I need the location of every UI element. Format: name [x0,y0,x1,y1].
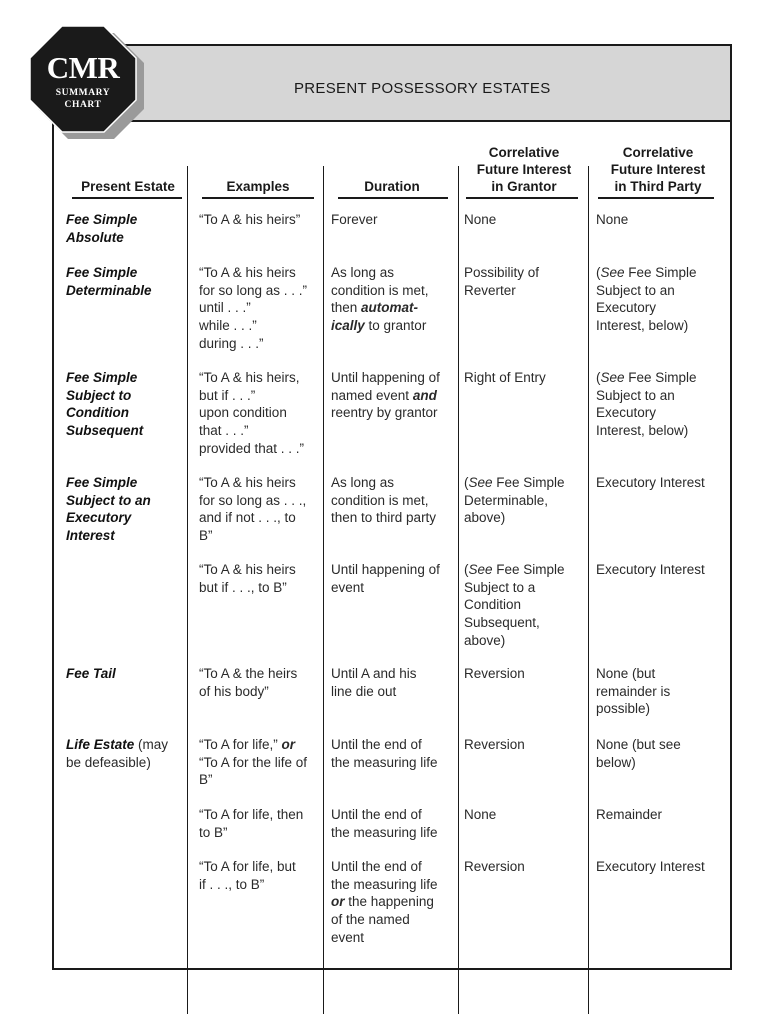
column-divider [588,166,589,1014]
header-underline [598,197,714,199]
grantor-interest-cell: Reversion [464,859,525,874]
third-party-interest-cell: None (but see below) [596,737,681,770]
examples-cell: “To A & his heirs but if . . ., to B” [199,562,296,595]
column-divider [458,166,459,1014]
duration-cell: Until happening of named event and reentry by grantor [331,370,440,421]
duration-cell: Until the end of the measuring life [331,737,438,770]
examples-cell: “To A for life,” or “To A for the life of B” [199,737,308,788]
header-label: Correlative Future Interest in Grantor [476,145,572,194]
octagon-badge-icon [30,26,152,148]
grantor-interest-cell: Possibility of Reverter [464,265,540,298]
estate-fee-simple-executory-interest: Fee Simple Subject to an Executory Interest [66,475,151,544]
third-party-interest-cell: Executory Interest [596,859,705,874]
badge-subtitle: SUMMARY [55,88,111,98]
grantor-interest-cell: Reversion [464,737,525,752]
third-party-interest-cell: Executory Interest [596,475,705,490]
examples-cell: “To A & his heirs for so long as . . .” until . . .” while . . .” during . . .” [199,265,308,351]
badge-subtitle: CHART [64,100,102,110]
duration-cell: Until the end of the measuring life [331,807,438,840]
grantor-interest-cell: None [464,212,497,227]
third-party-interest-cell: Executory Interest [596,562,705,577]
column-divider [323,166,324,1014]
duration-cell: As long as condition is met, then to third party [331,475,437,526]
badge-brand: CMR [46,50,120,85]
third-party-interest-cell: Remainder [596,807,663,822]
header-underline [466,197,578,199]
duration-cell: Until happening of event [331,562,440,595]
third-party-interest-cell: (See Fee Simple Subject to an Executory Interest, below) [596,265,697,334]
header-underline [72,197,182,199]
third-party-interest-cell: None (but remainder is possible) [596,666,671,717]
duration-cell: Until the end of the measuring life or the happening of the named event [331,859,438,945]
header-label: Examples [226,179,290,194]
grantor-interest-cell: (See Fee Simple Determinable, above) [464,475,565,526]
estate-life-estate: Life Estate (may be defeasible) [66,737,169,770]
examples-cell: “To A & his heirs for so long as . . ., and if not . . ., to B” [199,475,307,544]
estate-fee-simple-determinable: Fee Simple Determinable [66,265,152,298]
cmr-summary-chart-badge [30,26,152,148]
duration-cell: Until A and his line die out [331,666,417,699]
grantor-interest-cell: Reversion [464,666,525,681]
grantor-interest-cell: None [464,807,497,822]
estate-fee-simple-condition-subsequent: Fee Simple Subject to Condition Subsequent [66,370,144,439]
duration-cell: Forever [331,212,378,227]
estate-fee-simple-absolute: Fee Simple Absolute [66,212,138,245]
third-party-interest-cell: (See Fee Simple Subject to an Executory Interest, below) [596,370,697,439]
examples-cell: “To A for life, then to B” [199,807,304,840]
third-party-interest-cell: None [596,212,629,227]
header-underline [202,197,314,199]
header-underline [338,197,448,199]
header-label: Duration [364,179,420,194]
page-title: PRESENT POSSESSORY ESTATES [294,80,551,97]
column-divider [187,166,188,1014]
examples-cell: “To A & his heirs, but if . . .” upon condition that . . .” provided that . . .” [199,370,305,456]
title-banner [54,46,730,122]
examples-cell: “To A & his heirs” [199,212,301,227]
examples-cell: “To A & the heirs of his body” [199,666,298,699]
grantor-interest-cell: (See Fee Simple Subject to a Condition Subsequent, above) [464,562,565,648]
chart-frame [52,44,732,970]
header-label: Present Estate [81,179,175,194]
estate-fee-tail: Fee Tail [66,666,116,681]
duration-cell: As long as condition is met, then automat- ically to grantor [331,265,429,334]
header-label: Correlative Future Interest in Third Party [610,145,706,194]
examples-cell: “To A for life, but if . . ., to B” [199,859,296,892]
grantor-interest-cell: Right of Entry [464,370,546,385]
